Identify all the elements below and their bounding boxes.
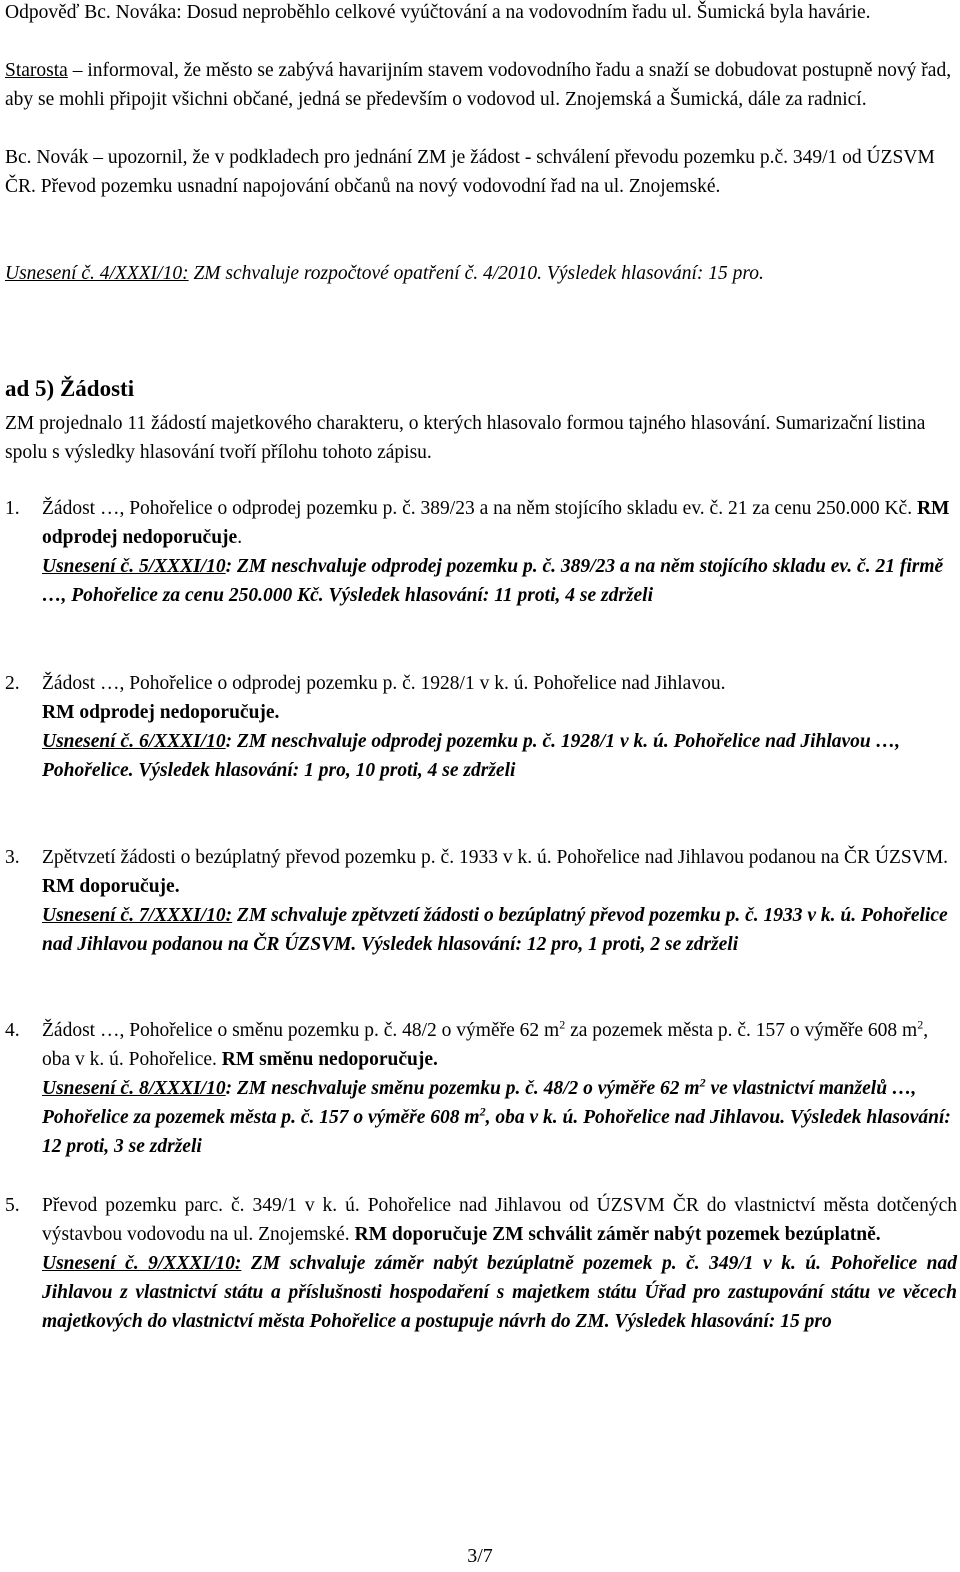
section-intro-text: ZM projednalo 11 žádostí majetkového charakteru, o kterých hlasovalo formou tajného hlasování. Sumarizační listina spolu s výsledky hlasování tvoří přílohu tohoto zápisu. <box>5 413 926 463</box>
mayor-text: – informoval, že město se zabývá havarijním stavem vodovodního řadu a snaží se dobudovat postupně nový řad, aby se mohli připojit všichni občané, jedná se především o vodovod ul. Znojemská a Šumická, dále za radnicí. <box>5 60 952 110</box>
rm-recommendation: RM doporučuje. <box>42 876 180 897</box>
paragraph-mayor <box>5 56 957 114</box>
item-number: 1. <box>5 498 20 519</box>
resolution-label: Usnesení č. 7/XXXI/10: <box>42 905 233 926</box>
resolution-label: Usnesení č. 6/XXXI/10 <box>42 731 226 752</box>
item-text: Převod pozemku parc. č. 349/1 v k. ú. Pohořelice nad Jihlavou od ÚZSVM ČR do vlastnictví města dotčených výstavbou vodovodu na ul. Znojemské. <box>42 1195 957 1245</box>
resolution-text-c: , oba v k. ú. Pohořelice nad Jihlavou. Výsledek hlasování: 12 proti, 3 se zdrželi <box>42 1107 951 1157</box>
paragraph-answer <box>5 0 957 27</box>
list-item <box>5 843 957 959</box>
section-intro <box>5 409 957 467</box>
rm-tail: . <box>237 527 243 548</box>
superscript: 2 <box>917 1017 924 1032</box>
section-heading: ad 5) Žádosti <box>5 376 135 401</box>
list-item <box>5 1016 957 1161</box>
resolution-text: : ZM neschvaluje odprodej pozemku p. č. 1928/1 v k. ú. Pohořelice nad Jihlavou …, Pohořelice. Výsledek hlasování: 1 pro, 10 proti, 4 se zdrželi <box>42 731 901 781</box>
superscript: 2 <box>479 1104 486 1119</box>
item-number: 5. <box>5 1195 20 1216</box>
rm-recommendation: RM odprodej nedoporučuje <box>42 498 950 548</box>
mayor-label: Starosta <box>5 60 68 81</box>
item-text: Zpětvzetí žádosti o bezúplatný převod pozemku p. č. 1933 v k. ú. Pohořelice nad Jihlavou podanou na ČR ÚZSVM. <box>42 847 949 868</box>
list-item <box>5 1191 957 1336</box>
rm-recommendation: RM odprodej nedoporučuje. <box>42 702 280 723</box>
item-number: 4. <box>5 1020 20 1041</box>
item-text: Žádost …, Pohořelice o odprodej pozemku p. č. 389/23 a na něm stojícího skladu ev. č. 21 za cenu 250.000 Kč. <box>42 498 917 519</box>
item-number: 2. <box>5 673 20 694</box>
superscript: 2 <box>699 1075 706 1090</box>
item-text-a: Žádost …, Pohořelice o směnu pozemku p. č. 48/2 o výměře 62 m <box>42 1020 560 1041</box>
resolution-text-b: ve vlastnictví manželů …, Pohořelice za pozemek města p. č. 157 o výměře 608 m <box>42 1078 917 1128</box>
rm-recommendation: RM doporučuje ZM schválit záměr nabýt pozemek bezúplatně. <box>354 1224 881 1245</box>
resolution-text: : ZM neschvaluje odprodej pozemku p. č. 389/23 a na něm stojícího skladu ev. č. 21 firmě …, Pohořelice za cenu 250.000 Kč. Výsledek hlasování: 11 proti, 4 se zdrželi <box>42 556 944 606</box>
resolution-label: Usnesení č. 5/XXXI/10 <box>42 556 226 577</box>
answer-text: Odpověď Bc. Nováka: Dosud neproběhlo celkové vyúčtování a na vodovodním řadu ul. Šumická byla havárie. <box>5 2 871 23</box>
resolution-text: ZM schvaluje záměr nabýt bezúplatně pozemek p. č. 349/1 v k. ú. Pohořelice nad Jihlavou z vlastnictví státu a příslušnosti hospodaření s majetkem státu Úřad pro zastupování státu ve věcech majetkových do vlastnictví města Pohořelice a postupuje návrh do ZM. Výsledek hlasování: 15 pro <box>42 1253 957 1332</box>
novak-text: Bc. Novák – upozornil, že v podkladech pro jednání ZM je žádost - schválení převodu pozemku p.č. 349/1 od ÚZSVM ČR. Převod pozemku usnadní napojování občanů na nový vodovodní řad na ul. Znojemské. <box>5 147 935 197</box>
resolution-label: Usnesení č. 8/XXXI/10 <box>42 1078 226 1099</box>
rm-recommendation: RM směnu nedoporučuje. <box>221 1049 438 1070</box>
item-number: 3. <box>5 847 20 868</box>
resolution-label: Usnesení č. 9/XXXI/10: <box>42 1253 242 1274</box>
resolution-text-a: : ZM neschvaluje směnu pozemku p. č. 48/2 o výměře 62 m <box>225 1078 700 1099</box>
paragraph-novak <box>5 143 957 201</box>
resolution-text: ZM schvaluje zpětvzetí žádosti o bezúplatný převod pozemku p. č. 1933 v k. ú. Pohořelice nad Jihlavou podanou na ČR ÚZSVM. Výsledek hlasování: 12 pro, 1 proti, 2 se zdrželi <box>42 905 948 955</box>
item-text-c: , oba v k. ú. Pohořelice. <box>42 1020 929 1070</box>
item-text: Žádost …, Pohořelice o odprodej pozemku p. č. 1928/1 v k. ú. Pohořelice nad Jihlavou. <box>42 673 726 694</box>
resolution-4 <box>5 259 957 288</box>
list-item <box>5 494 957 610</box>
item-text-b: za pozemek města p. č. 157 o výměře 608 m <box>565 1020 918 1041</box>
resolution-4-label: Usnesení č. 4/XXXI/10: <box>5 263 189 284</box>
page-number: 3/7 <box>467 1545 493 1567</box>
superscript: 2 <box>559 1017 566 1032</box>
resolution-4-text: ZM schvaluje rozpočtové opatření č. 4/2010. Výsledek hlasování: 15 pro. <box>188 263 764 284</box>
list-item <box>5 669 957 785</box>
